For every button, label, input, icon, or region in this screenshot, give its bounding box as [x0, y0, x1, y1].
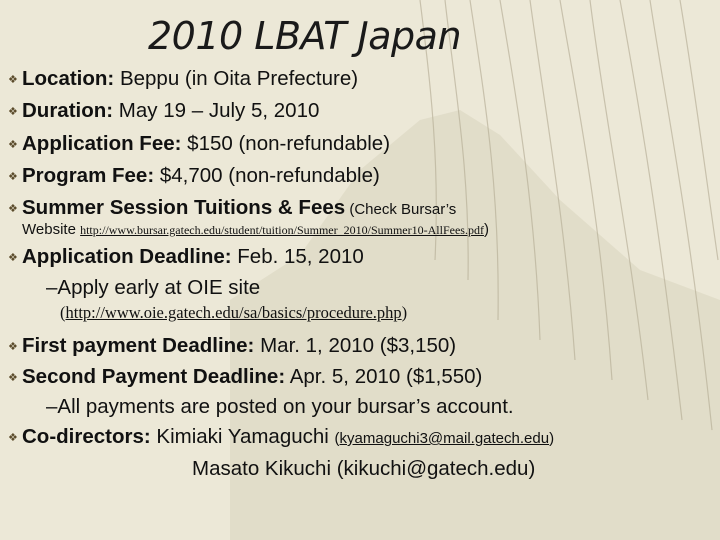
director-2-line: Masato Kikuchi (kikuchi@gatech.edu): [192, 457, 536, 480]
first-payment-label: First payment Deadline:: [22, 334, 255, 357]
second-payment-value: Apr. 5, 2010 ($1,550): [285, 365, 483, 388]
diamond-bullet-icon: ❖: [8, 341, 18, 353]
application-fee-value: $150 (non-refundable): [181, 132, 391, 155]
diamond-bullet-icon: ❖: [8, 74, 18, 86]
director-1-email-open-paren: (: [334, 430, 340, 447]
application-deadline-value: Feb. 15, 2010: [231, 245, 364, 268]
application-deadline-label: Application Deadline:: [22, 245, 232, 268]
director-1-name: Kimiaki Yamaguchi: [150, 425, 335, 448]
website-label: Website: [22, 221, 81, 238]
duration-value: May 19 – July 5, 2010: [113, 99, 320, 122]
program-fee-value: $4,700 (non-refundable): [154, 164, 380, 187]
diamond-bullet-icon: ❖: [8, 432, 18, 444]
diamond-bullet-icon: ❖: [8, 203, 18, 215]
program-fee-label: Program Fee:: [22, 164, 155, 187]
diamond-bullet-icon: ❖: [8, 372, 18, 384]
bursar-fees-link[interactable]: http://www.bursar.gatech.edu/student/tuition/Summer_2010/Summer10-AllFees.pdf: [80, 223, 484, 237]
diamond-bullet-icon: ❖: [8, 252, 18, 264]
director-1-email-close-paren: ): [549, 430, 555, 447]
bullet-application-deadline: [8, 247, 364, 268]
location-label: Location:: [22, 67, 115, 90]
slide-title: 2010 LBAT Japan: [148, 14, 462, 58]
payments-note: –All payments are posted on your bursar’s account.: [46, 395, 514, 418]
bursar-website-line: [22, 222, 489, 237]
bullet-first-payment: [8, 336, 456, 357]
summer-session-label: Summer Session Tuitions & Fees: [22, 196, 346, 219]
bullet-co-directors: [8, 427, 554, 448]
diamond-bullet-icon: ❖: [8, 171, 18, 183]
summer-session-paren: (Check Bursar’s: [345, 201, 457, 218]
bullet-program-fee: [8, 166, 380, 187]
duration-label: Duration:: [22, 99, 114, 122]
oie-link-open-paren: (: [60, 303, 66, 322]
application-fee-label: Application Fee:: [22, 132, 182, 155]
bullet-application-fee: [8, 134, 390, 155]
apply-early-text: –Apply early at OIE site: [46, 276, 261, 299]
first-payment-value: Mar. 1, 2010 ($3,150): [254, 334, 457, 357]
bullet-location: [8, 69, 358, 90]
bullet-second-payment: [8, 367, 482, 388]
oie-procedure-link[interactable]: http://www.oie.gatech.edu/sa/basics/procedure.php: [65, 303, 402, 322]
diamond-bullet-icon: ❖: [8, 106, 18, 118]
second-payment-label: Second Payment Deadline:: [22, 365, 286, 388]
oie-link-close-paren: ): [401, 303, 408, 322]
location-value: Beppu (in Oita Prefecture): [114, 67, 359, 90]
oie-link-line: [60, 305, 407, 322]
bullet-summer-session: [8, 198, 456, 219]
director-1-email-link[interactable]: kyamaguchi3@mail.gatech.edu: [339, 430, 550, 447]
diamond-bullet-icon: ❖: [8, 139, 18, 151]
bullet-duration: [8, 101, 319, 122]
co-directors-label: Co-directors:: [22, 425, 151, 448]
website-close-paren: ): [483, 221, 489, 238]
